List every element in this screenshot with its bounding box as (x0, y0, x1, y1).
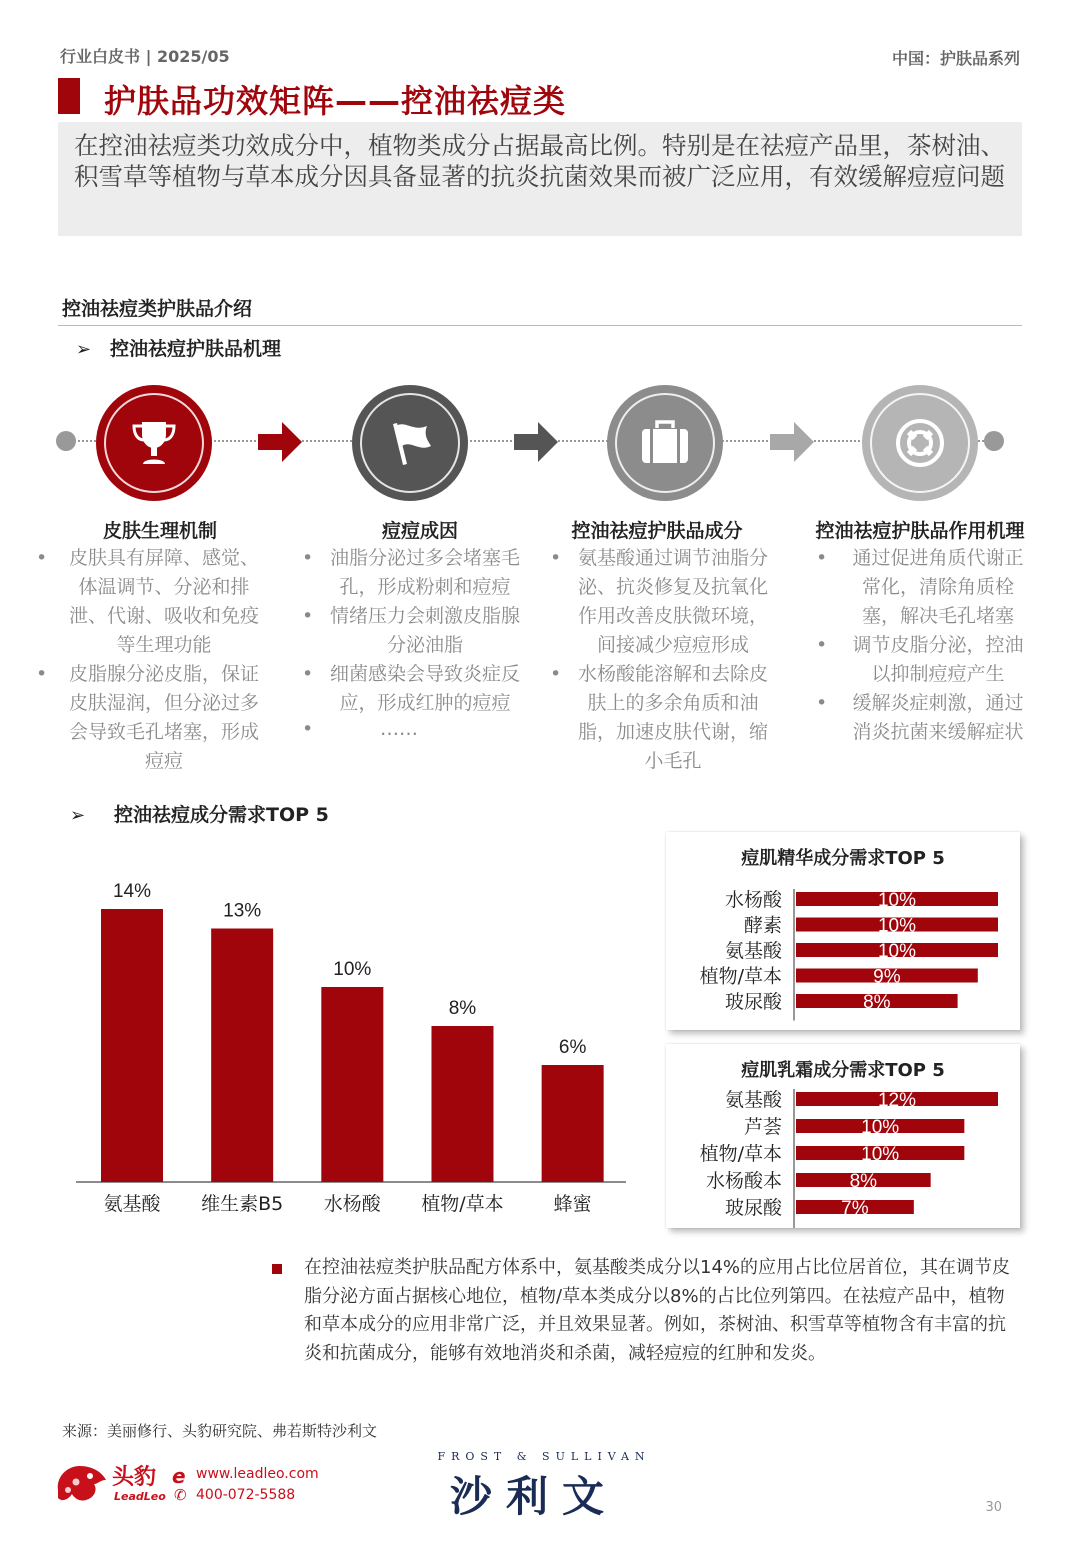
step-1-bullets (36, 544, 264, 776)
step-3-title: 控油祛痘护肤品成分 (571, 520, 743, 542)
subsection-top5 (70, 800, 329, 827)
hbar-category-label: 玻尿酸 (724, 991, 782, 1013)
step-3-circle (607, 385, 723, 501)
bar-data-label: 10% (333, 959, 372, 980)
flag-icon (383, 416, 437, 470)
main-bar-chart (76, 850, 636, 1220)
serum-top5-panel (666, 832, 1020, 1030)
trophy-icon (127, 416, 181, 470)
bullet-item: • 缓解炎症刺激，通过消炎抗菌来缓解症状 (816, 689, 1032, 747)
bullet-item: • 通过促进角质代谢正常化，清除角质栓塞，解决毛孔堵塞 (816, 544, 1032, 631)
bullet-item: • 水杨酸能溶解和去除皮肤上的多余角质和油脂，加速皮肤代谢，缩小毛孔 (550, 660, 768, 776)
flow-start-dot (56, 431, 76, 451)
subsection-top5-label: 控油祛痘成分需求TOP 5 (114, 804, 329, 826)
page-title: 护肤品功效矩阵——控油祛痘类 (104, 82, 567, 120)
frost-sullivan-logo (424, 1450, 664, 1521)
bar-category-label: 植物/草本 (421, 1193, 504, 1215)
flow-arrow-1-icon (258, 422, 302, 462)
hbar-data-label: 7% (841, 1198, 869, 1219)
bullet-item: • 细菌感染会导致炎症反应，形成红肿的痘痘 (302, 660, 520, 718)
hbar-category-label: 水杨酸本 (705, 1170, 782, 1192)
step-2-bullets (302, 544, 520, 740)
step-2-title: 痘痘成因 (381, 520, 458, 542)
leadleo-cn: 头豹 (112, 1465, 157, 1490)
bullet-item: • 情绪压力会刺激皮脂腺分泌油脂 (302, 602, 520, 660)
hbar-data-label: 8% (863, 992, 891, 1013)
suitcase-icon (637, 416, 693, 470)
hbar-data-label: 10% (877, 890, 917, 911)
bar-蜂蜜 (542, 1065, 604, 1182)
page-number: 30 (985, 1500, 1002, 1515)
hbar-category-label: 水杨酸 (724, 889, 782, 911)
report-type: 行业白皮书 | 2025/05 (60, 47, 230, 66)
bar-data-label: 14% (112, 881, 152, 902)
bar-category-label: 蜂蜜 (553, 1193, 592, 1215)
leopard-logo-icon (54, 1460, 108, 1506)
hbar-data-label: 10% (861, 1117, 900, 1138)
leadleo-en: LeadLeo (114, 1490, 166, 1503)
bullet-item: • 氨基酸通过调节油脂分泌、抗炎修复及抗氧化作用改善皮肤微环境，间接减少痘痘形成 (550, 544, 768, 660)
cream-chart-title: 痘肌乳霜成分需求TOP 5 (741, 1060, 945, 1081)
arrow-bullet-icon: ➢ (70, 805, 86, 826)
source-line: 来源：美丽修行、头豹研究院、弗若斯特沙利文 (62, 1422, 378, 1440)
bar-水杨酸 (321, 987, 383, 1182)
hbar-category-label: 酵素 (743, 914, 782, 937)
bullet-item: • 皮肤具有屏障、感觉、体温调节、分泌和排泄、代谢、吸收和免疫等生理功能 (36, 544, 264, 660)
step-4-bullets (816, 544, 1032, 747)
bullet-item: • …… (302, 718, 520, 740)
cream-bar-chart (666, 1044, 1020, 1228)
hbar-category-label: 氨基酸 (724, 1089, 782, 1111)
phone-icon: ✆ (174, 1486, 187, 1504)
bar-category-label: 维生素B5 (201, 1193, 284, 1215)
step-1-circle (96, 385, 212, 501)
hbar-data-label: 10% (861, 1144, 900, 1165)
hbar-data-label: 12% (877, 1090, 917, 1111)
bar-植物/草本 (431, 1026, 493, 1182)
bar-data-label: 13% (223, 900, 262, 922)
analysis-note: 在控油祛痘类护肤品配方体系中，氨基酸类成分以14%的应用占比位居首位，其在调节皮脂分泌方面占据核心地位，植物/草本类成分以8%的占比位列第四。在祛痘产品中，植物和草本成分的应用非常广泛，并且效果显著。例如，茶树油、积雪草等植物含有丰富的抗炎和抗菌成分，能够有效地消炎和杀菌，减轻痘痘的红肿和发炎。 (304, 1257, 1011, 1364)
cream-top5-panel (666, 1044, 1020, 1228)
bar-category-label: 氨基酸 (103, 1193, 161, 1215)
flow-arrow-3-icon (770, 422, 814, 462)
phone-number: 400-072-5588 (196, 1487, 296, 1503)
step-4-title: 控油祛痘护肤品作用机理 (815, 520, 1025, 542)
lifebuoy-icon (892, 415, 948, 471)
bar-data-label: 6% (558, 1037, 587, 1058)
hbar-data-label: 10% (877, 915, 917, 937)
serum-chart-title: 痘肌精华成分需求TOP 5 (741, 848, 945, 869)
step-3-bullets (550, 544, 768, 776)
hbar-category-label: 植物/草本 (699, 965, 782, 988)
bullet-item: • 油脂分泌过多会堵塞毛孔，形成粉刺和痘痘 (302, 544, 520, 602)
bar-data-label: 8% (448, 998, 477, 1019)
bullet-item: • 调节皮脂分泌，控油以抑制痘痘产生 (816, 631, 1032, 689)
hbar-data-label: 10% (877, 941, 917, 962)
hbar-data-label: 8% (849, 1171, 878, 1192)
step-4-circle (862, 385, 978, 501)
summary-box: 在控油祛痘类功效成分中，植物类成分占据最高比例。特别是在祛痘产品里，茶树油、积雪草等植物与草本成分因具备显著的抗炎抗菌效果而被广泛应用，有效缓解痘痘问题 (58, 122, 1022, 236)
frost-cn: 沙利文 (449, 1472, 618, 1521)
flow-end-dot (984, 431, 1004, 451)
e-icon: e (172, 1464, 186, 1488)
flow-arrow-2-icon (514, 422, 558, 462)
frost-en: FROST & SULLIVAN (437, 1450, 651, 1463)
title-accent-bar (58, 78, 80, 114)
step-2-circle (352, 385, 468, 501)
hbar-category-label: 玻尿酸 (724, 1197, 782, 1219)
step-1-title: 皮肤生理机制 (102, 520, 217, 542)
note-bullet (272, 1264, 282, 1274)
hbar-category-label: 氨基酸 (724, 940, 782, 962)
arrow-bullet-icon: ➢ (76, 339, 92, 360)
hbar-category-label: 芦荟 (743, 1116, 782, 1138)
report-series: 中国：护肤品系列 (891, 49, 1020, 68)
hbar-data-label: 9% (873, 966, 901, 988)
section-divider (58, 325, 1022, 326)
bar-category-label: 水杨酸 (323, 1193, 381, 1215)
subsection-mechanism (76, 334, 281, 361)
hbar-category-label: 植物/草本 (699, 1143, 782, 1165)
website-link[interactable]: www.leadleo.com (196, 1466, 319, 1482)
serum-bar-chart (666, 832, 1020, 1030)
bullet-item: • 皮脂腺分泌皮脂，保证皮肤湿润，但分泌过多会导致毛孔堵塞，形成痘痘 (36, 660, 264, 776)
subsection-mechanism-label: 控油祛痘护肤品机理 (110, 338, 282, 360)
bar-维生素B5 (211, 929, 273, 1183)
section-title: 控油祛痘类护肤品介绍 (62, 298, 253, 320)
bar-氨基酸 (101, 909, 163, 1182)
leadleo-logo (54, 1460, 324, 1510)
